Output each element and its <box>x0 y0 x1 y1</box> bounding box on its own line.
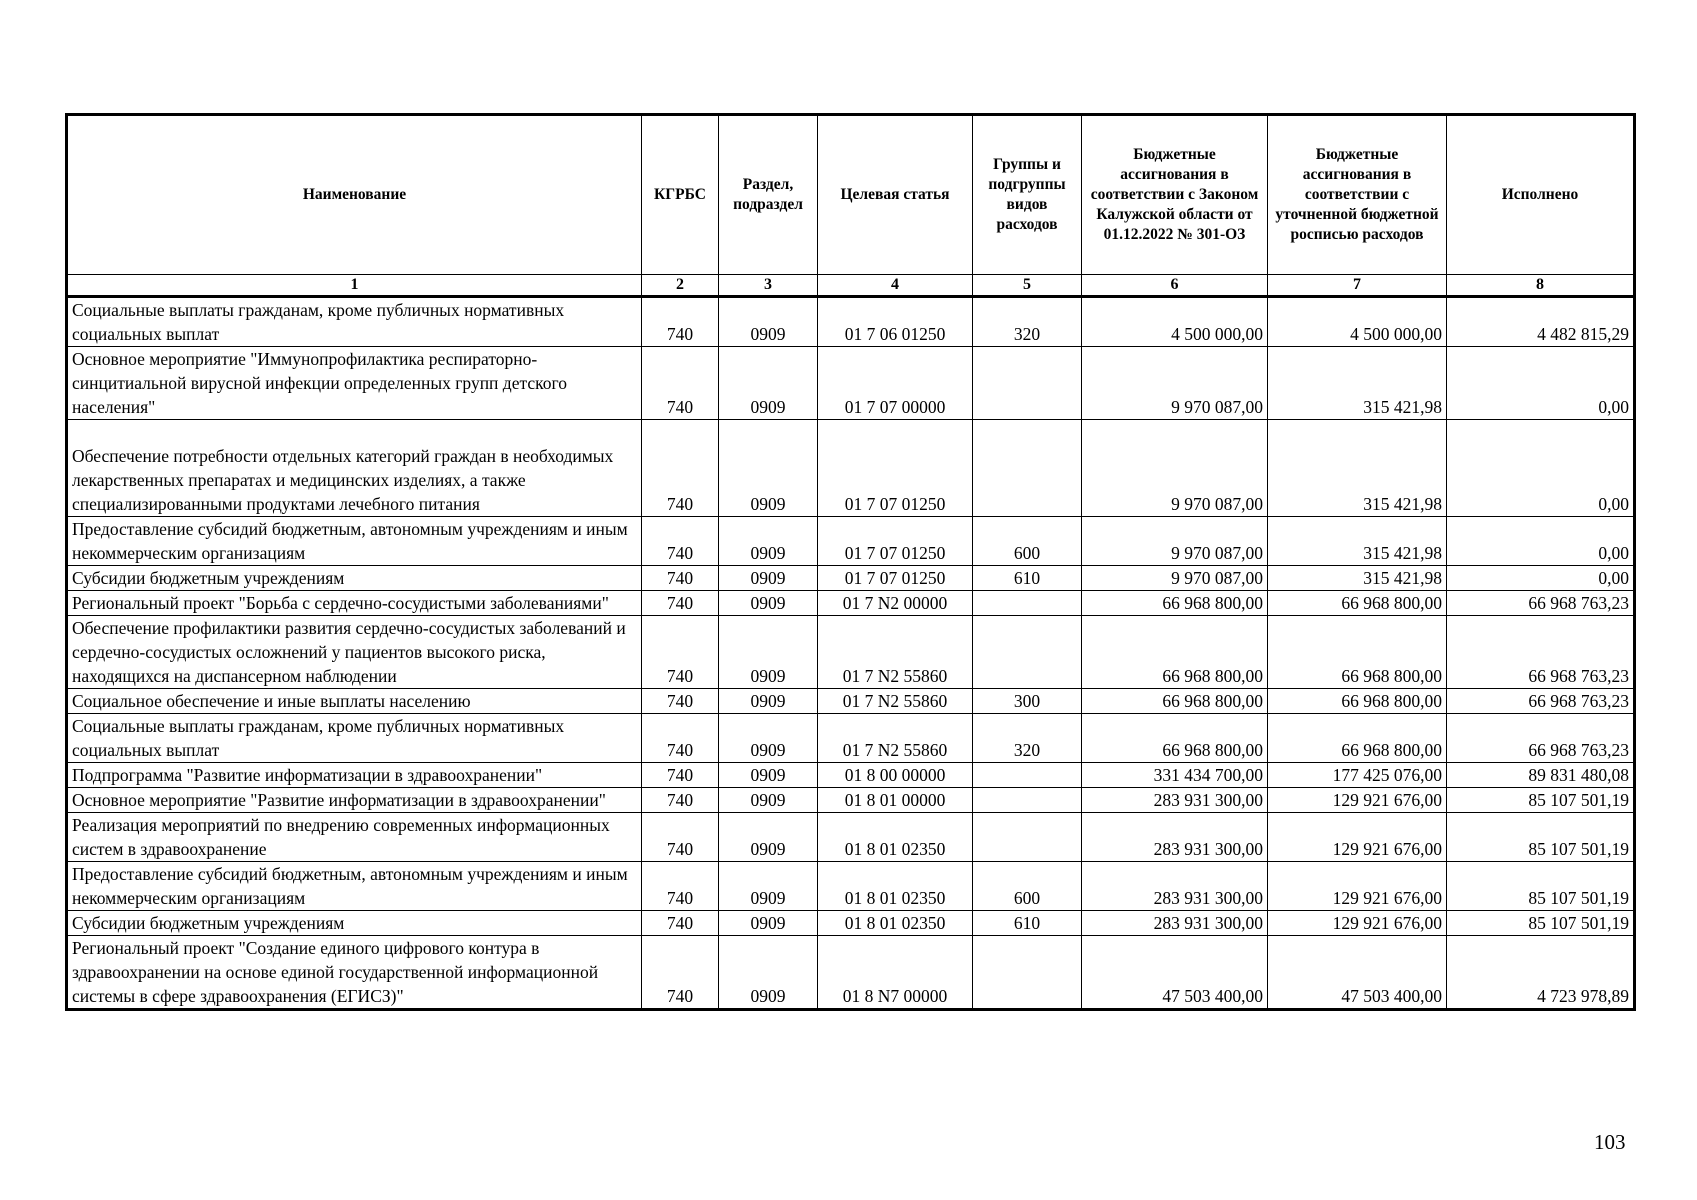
row-law: 283 931 300,00 <box>1082 788 1268 813</box>
row-target: 01 7 06 01250 <box>818 297 973 347</box>
row-executed: 85 107 501,19 <box>1447 813 1635 862</box>
row-kgrbs: 740 <box>642 911 719 936</box>
table-row <box>67 566 1635 591</box>
row-kgrbs: 740 <box>642 763 719 788</box>
row-executed: 4 723 978,89 <box>1447 936 1635 1010</box>
row-name: Региональный проект "Создание единого цифрового контура в здравоохранении на основе единой государственной информационной системы в сфере здравоохранения (ЕГИСЗ)" <box>67 936 642 1010</box>
table-row <box>67 788 1635 813</box>
table-row <box>67 763 1635 788</box>
row-executed: 0,00 <box>1447 420 1635 517</box>
row-executed: 66 968 763,23 <box>1447 591 1635 616</box>
row-kgrbs: 740 <box>642 936 719 1010</box>
row-group <box>973 763 1082 788</box>
row-target: 01 7 N2 00000 <box>818 591 973 616</box>
row-target: 01 7 07 01250 <box>818 420 973 517</box>
row-executed: 89 831 480,08 <box>1447 763 1635 788</box>
table-row <box>67 936 1635 1010</box>
row-law: 66 968 800,00 <box>1082 616 1268 689</box>
table-row <box>67 517 1635 566</box>
row-section: 0909 <box>719 616 818 689</box>
header-kgrbs: КГРБС <box>642 115 719 275</box>
row-name: Социальное обеспечение и иные выплаты населению <box>67 689 642 714</box>
row-section: 0909 <box>719 862 818 911</box>
row-group <box>973 420 1082 517</box>
column-number: 1 <box>67 275 642 297</box>
row-target: 01 7 N2 55860 <box>818 616 973 689</box>
row-section: 0909 <box>719 788 818 813</box>
row-target: 01 8 N7 00000 <box>818 936 973 1010</box>
row-kgrbs: 740 <box>642 714 719 763</box>
row-executed: 0,00 <box>1447 347 1635 420</box>
row-refined: 47 503 400,00 <box>1268 936 1447 1010</box>
row-name: Обеспечение потребности отдельных категорий граждан в необходимых лекарственных препаратах и медицинских изделиях, а также специализированными продуктами лечебного питания <box>67 420 642 517</box>
row-law: 283 931 300,00 <box>1082 911 1268 936</box>
row-refined: 4 500 000,00 <box>1268 297 1447 347</box>
header-refined-allocations: Бюджетные ассигнования в соответствии с уточненной бюджетной росписью расходов <box>1268 115 1447 275</box>
row-target: 01 7 07 00000 <box>818 347 973 420</box>
row-name: Основное мероприятие "Развитие информатизации в здравоохранении" <box>67 788 642 813</box>
table-row <box>67 714 1635 763</box>
column-number: 7 <box>1268 275 1447 297</box>
row-group: 600 <box>973 517 1082 566</box>
header-executed: Исполнено <box>1447 115 1635 275</box>
row-target: 01 8 01 02350 <box>818 911 973 936</box>
row-section: 0909 <box>719 566 818 591</box>
row-target: 01 8 01 02350 <box>818 813 973 862</box>
column-number: 2 <box>642 275 719 297</box>
column-number: 8 <box>1447 275 1635 297</box>
column-number: 5 <box>973 275 1082 297</box>
table-row <box>67 911 1635 936</box>
row-section: 0909 <box>719 297 818 347</box>
table-row <box>67 689 1635 714</box>
row-executed: 0,00 <box>1447 517 1635 566</box>
column-number: 3 <box>719 275 818 297</box>
row-group: 610 <box>973 911 1082 936</box>
row-kgrbs: 740 <box>642 689 719 714</box>
row-section: 0909 <box>719 517 818 566</box>
header-section: Раздел, подраздел <box>719 115 818 275</box>
row-law: 331 434 700,00 <box>1082 763 1268 788</box>
table-row <box>67 347 1635 420</box>
row-kgrbs: 740 <box>642 591 719 616</box>
row-law: 4 500 000,00 <box>1082 297 1268 347</box>
row-section: 0909 <box>719 936 818 1010</box>
row-refined: 129 921 676,00 <box>1268 862 1447 911</box>
row-group: 600 <box>973 862 1082 911</box>
row-name: Социальные выплаты гражданам, кроме публичных нормативных социальных выплат <box>67 714 642 763</box>
row-section: 0909 <box>719 689 818 714</box>
row-name: Социальные выплаты гражданам, кроме публичных нормативных социальных выплат <box>67 297 642 347</box>
row-name: Субсидии бюджетным учреждениям <box>67 911 642 936</box>
header-group: Группы и подгруппы видов расходов <box>973 115 1082 275</box>
row-refined: 66 968 800,00 <box>1268 591 1447 616</box>
row-executed: 66 968 763,23 <box>1447 689 1635 714</box>
header-name: Наименование <box>67 115 642 275</box>
table-row <box>67 616 1635 689</box>
row-law: 9 970 087,00 <box>1082 517 1268 566</box>
row-executed: 66 968 763,23 <box>1447 616 1635 689</box>
row-law: 66 968 800,00 <box>1082 591 1268 616</box>
row-group <box>973 813 1082 862</box>
row-target: 01 7 07 01250 <box>818 517 973 566</box>
row-refined: 315 421,98 <box>1268 566 1447 591</box>
table-row <box>67 297 1635 347</box>
row-law: 9 970 087,00 <box>1082 566 1268 591</box>
row-target: 01 7 N2 55860 <box>818 714 973 763</box>
row-group: 610 <box>973 566 1082 591</box>
row-executed: 0,00 <box>1447 566 1635 591</box>
row-executed: 85 107 501,19 <box>1447 911 1635 936</box>
table-row <box>67 591 1635 616</box>
row-kgrbs: 740 <box>642 788 719 813</box>
row-law: 47 503 400,00 <box>1082 936 1268 1010</box>
row-law: 9 970 087,00 <box>1082 347 1268 420</box>
header-row <box>67 115 1635 275</box>
row-group: 300 <box>973 689 1082 714</box>
budget-table <box>65 113 1636 1011</box>
row-name: Предоставление субсидий бюджетным, автономным учреждениям и иным некоммерческим организациям <box>67 862 642 911</box>
row-kgrbs: 740 <box>642 566 719 591</box>
row-target: 01 7 07 01250 <box>818 566 973 591</box>
row-name: Субсидии бюджетным учреждениям <box>67 566 642 591</box>
row-refined: 315 421,98 <box>1268 517 1447 566</box>
column-number-row <box>67 275 1635 297</box>
row-section: 0909 <box>719 813 818 862</box>
row-kgrbs: 740 <box>642 813 719 862</box>
row-section: 0909 <box>719 347 818 420</box>
row-group <box>973 616 1082 689</box>
row-name: Реализация мероприятий по внедрению современных информационных систем в здравоохранение <box>67 813 642 862</box>
row-target: 01 7 N2 55860 <box>818 689 973 714</box>
row-target: 01 8 01 00000 <box>818 788 973 813</box>
column-number: 4 <box>818 275 973 297</box>
row-group: 320 <box>973 297 1082 347</box>
row-kgrbs: 740 <box>642 616 719 689</box>
row-name: Региональный проект "Борьба с сердечно-сосудистыми заболеваниями" <box>67 591 642 616</box>
row-law: 9 970 087,00 <box>1082 420 1268 517</box>
row-refined: 129 921 676,00 <box>1268 788 1447 813</box>
table-row <box>67 420 1635 517</box>
row-executed: 85 107 501,19 <box>1447 862 1635 911</box>
row-law: 66 968 800,00 <box>1082 714 1268 763</box>
row-refined: 177 425 076,00 <box>1268 763 1447 788</box>
row-section: 0909 <box>719 763 818 788</box>
header-law-allocations: Бюджетные ассигнования в соответствии с Законом Калужской области от 01.12.2022 № 301-ОЗ <box>1082 115 1268 275</box>
row-group <box>973 788 1082 813</box>
row-name: Предоставление субсидий бюджетным, автономным учреждениям и иным некоммерческим организациям <box>67 517 642 566</box>
row-group <box>973 591 1082 616</box>
row-refined: 66 968 800,00 <box>1268 689 1447 714</box>
row-kgrbs: 740 <box>642 862 719 911</box>
row-executed: 85 107 501,19 <box>1447 788 1635 813</box>
row-group: 320 <box>973 714 1082 763</box>
row-kgrbs: 740 <box>642 420 719 517</box>
row-refined: 315 421,98 <box>1268 420 1447 517</box>
row-section: 0909 <box>719 714 818 763</box>
row-executed: 4 482 815,29 <box>1447 297 1635 347</box>
table-row <box>67 862 1635 911</box>
header-target: Целевая статья <box>818 115 973 275</box>
row-law: 66 968 800,00 <box>1082 689 1268 714</box>
row-target: 01 8 01 02350 <box>818 862 973 911</box>
column-number: 6 <box>1082 275 1268 297</box>
row-kgrbs: 740 <box>642 347 719 420</box>
row-name: Обеспечение профилактики развития сердечно-сосудистых заболеваний и сердечно-сосудистых осложнений у пациентов высокого риска, находящихся на диспансерном наблюдении <box>67 616 642 689</box>
row-name: Основное мероприятие "Иммунопрофилактика респираторно-синцитиальной вирусной инфекции определенных групп детского населения" <box>67 347 642 420</box>
row-law: 283 931 300,00 <box>1082 813 1268 862</box>
page-number: 103 <box>1594 1130 1626 1154</box>
row-section: 0909 <box>719 591 818 616</box>
row-section: 0909 <box>719 420 818 517</box>
row-group <box>973 347 1082 420</box>
row-group <box>973 936 1082 1010</box>
row-name: Подпрограмма "Развитие информатизации в здравоохранении" <box>67 763 642 788</box>
row-executed: 66 968 763,23 <box>1447 714 1635 763</box>
row-section: 0909 <box>719 911 818 936</box>
row-kgrbs: 740 <box>642 297 719 347</box>
table-row <box>67 813 1635 862</box>
row-target: 01 8 00 00000 <box>818 763 973 788</box>
row-refined: 129 921 676,00 <box>1268 911 1447 936</box>
row-refined: 315 421,98 <box>1268 347 1447 420</box>
row-refined: 129 921 676,00 <box>1268 813 1447 862</box>
row-kgrbs: 740 <box>642 517 719 566</box>
row-refined: 66 968 800,00 <box>1268 616 1447 689</box>
row-law: 283 931 300,00 <box>1082 862 1268 911</box>
row-refined: 66 968 800,00 <box>1268 714 1447 763</box>
